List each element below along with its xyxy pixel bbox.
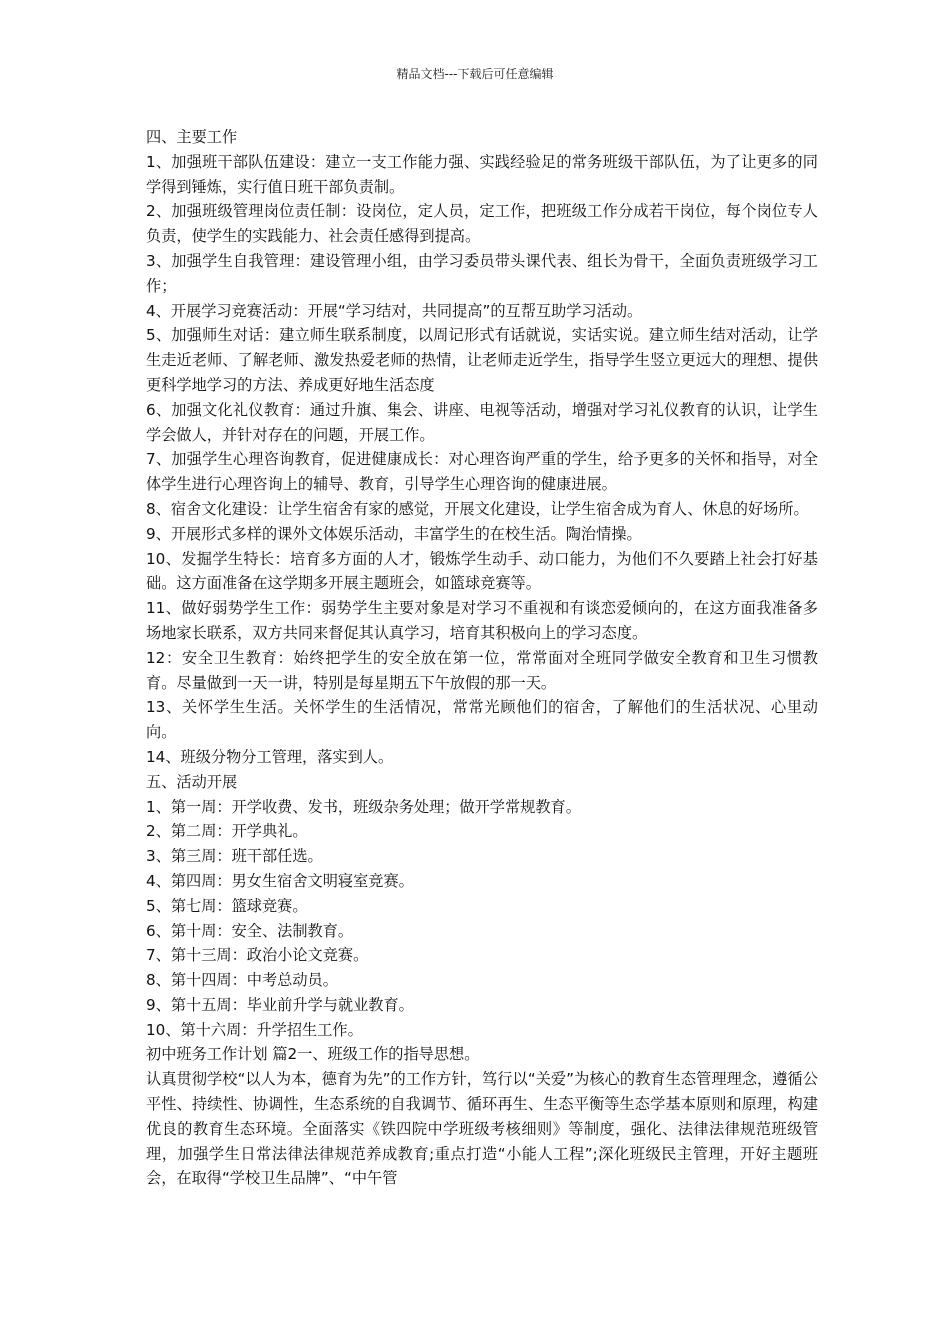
list-item: 12：安全卫生教育：始终把学生的安全放在第一位，常常面对全班同学做安全教育和卫生习惯教育。尽量做到一天一讲，特别是每星期五下午放假的那一天。 <box>146 648 818 692</box>
schedule-item: 10、第十六周：升学招生工作。 <box>146 1020 363 1039</box>
list-item: 6、加强文化礼仪教育：通过升旗、集会、讲座、电视等活动，增强对学习礼仪教育的认识，让学生学会做人，并针对存在的问题，开展工作。 <box>146 400 818 444</box>
schedule-item: 1、第一周：开学收费、发书，班级杂务处理；做开学常规教育。 <box>146 797 581 816</box>
list-item: 4、开展学习竞赛活动：开展“学习结对，共同提高”的互帮互助学习活动。 <box>146 301 643 320</box>
list-item: 5、加强师生对话：建立师生联系制度，以周记形式有话就说，实话实说。建立师生结对活动，让学生走近老师、了解老师、激发热爱老师的热情，让老师走近学生，指导学生竖立更远大的理想、提供更科学地学习的方法、养成更好地生活态度 <box>146 326 818 394</box>
section-heading: 四、主要工作 <box>146 128 238 146</box>
schedule-item: 6、第十周：安全、法制教育。 <box>146 921 354 940</box>
list-item: 2、加强班级管理岗位责任制：设岗位，定人员，定工作，把班级工作分成若干岗位，每个岗位专人负责，使学生的实践能力、社会责任感得到提高。 <box>146 202 818 246</box>
list-item: 7、加强学生心理咨询教育，促进健康成长：对心理咨询严重的学生，给予更多的关怀和指导，对全体学生进行心理咨询上的辅导、教育，引导学生心理咨询的健康进展。 <box>146 450 818 494</box>
list-item: 8、宿舍文化建设：让学生宿舍有家的感觉，开展文化建设，让学生宿舍成为育人、休息的好场所。 <box>146 499 809 518</box>
section-heading: 五、活动开展 <box>146 772 238 791</box>
list-item: 9、开展形式多样的课外文体娱乐活动，丰富学生的在校生活。陶治情操。 <box>146 524 642 543</box>
schedule-item: 9、第十五周：毕业前升学与就业教育。 <box>146 995 414 1014</box>
schedule-item: 5、第七周：篮球竞赛。 <box>146 896 308 915</box>
schedule-item: 2、第二周：开学典礼。 <box>146 822 308 841</box>
document-body <box>146 125 818 1191</box>
list-item: 3、加强学生自我管理：建设管理小组，由学习委员带头课代表、组长为骨干，全面负责班级学习工作； <box>146 251 818 295</box>
page-header: 精品文档---下载后可任意编辑 <box>396 67 554 81</box>
list-item: 10、发掘学生特长：培育多方面的人才，锻炼学生动手、动口能力，为他们不久要踏上社会打好基础。这方面准备在这学期多开展主题班会，如篮球竞赛等。 <box>146 549 818 593</box>
schedule-item: 3、第三周：班干部任选。 <box>146 847 323 866</box>
schedule-item: 8、第十四周：中考总动员。 <box>146 971 338 990</box>
body-paragraph: 认真贯彻学校“以人为本，德育为先”的工作方针，笃行以“关爱”为核心的教育生态管理理念，遵循公平性、持续性、协调性，生态系统的自我调节、循环再生、生态平衡等生态学基本原则和原理，构建优良的教育生态环境。全面落实《铁四院中学班级考核细则》等制度，强化、法律法律规范班级管理，加强学生日常法律法律规范养成教育;重点打造“小能人工程”;深化班级民主管理，开好主题班会，在取得“学校卫生品牌”、“中午管 <box>146 1070 818 1188</box>
schedule-item: 7、第十三周：政治小论文竞赛。 <box>146 946 369 965</box>
list-item: 11、做好弱势学生工作：弱势学生主要对象是对学习不重视和有谈恋爱倾向的，在这方面我准备多场地家长联系，双方共同来督促其认真学习，培育其积极向上的学习态度。 <box>146 599 818 642</box>
list-item: 14、班级分物分工管理，落实到人。 <box>146 747 394 766</box>
plan-title: 初中班务工作计划 篇2一、班级工作的指导思想。 <box>146 1045 480 1064</box>
schedule-item: 4、第四周：男女生宿舍文明寝室竞赛。 <box>146 871 414 890</box>
list-item: 13、关怀学生生活。关怀学生的生活情况，常常光顾他们的宿舍，了解他们的生活状况、心里动向。 <box>146 698 818 742</box>
list-item: 1、加强班干部队伍建设：建立一支工作能力强、实践经验足的常务班级干部队伍，为了让更多的同学得到锤炼，实行值日班干部负责制。 <box>146 152 818 196</box>
